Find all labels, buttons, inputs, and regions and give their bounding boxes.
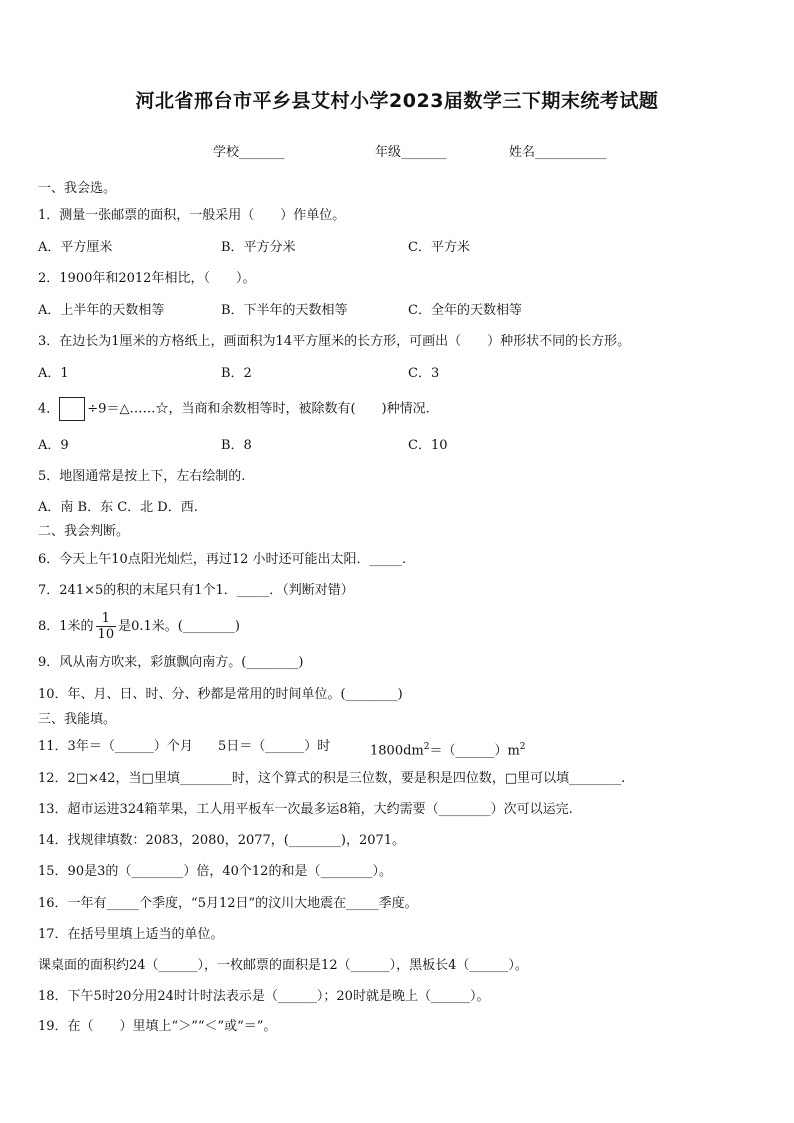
question-1: 1．测量一张邮票的面积，一般采用（ ）作单位。 <box>38 208 346 223</box>
option-b: B．8 <box>221 438 252 453</box>
question-15: 15．90是3的（________）倍，40个12的和是（________）。 <box>38 864 392 879</box>
question-6: 6．今天上午10点阳光灿烂，再过12 小时还可能出太阳．_____. <box>38 552 407 567</box>
blank-square-box <box>59 397 85 421</box>
question-17-sentence: 课桌面的面积约24（______），一枚邮票的面积是12（______），黑板长4（______）。 <box>38 958 528 973</box>
option-b: B．平方分米 <box>221 240 296 255</box>
option-c: C．平方米 <box>408 240 470 255</box>
question-11-part-a: 11．3年＝（______）个月 <box>38 739 193 754</box>
section-1-heading: 一、我会选。 <box>38 181 117 196</box>
option-c: C．10 <box>408 438 448 453</box>
question-8 <box>38 611 240 642</box>
section-2-heading: 二、我会判断。 <box>38 524 130 539</box>
question-10: 10．年、月、日、时、分、秒都是常用的时间单位。(________) <box>38 687 403 702</box>
option-c: C．全年的天数相等 <box>408 303 522 318</box>
question-8-suffix: 是0.1米。(________) <box>118 619 240 634</box>
question-19: 19．在（ ）里填上“＞”“＜”或“＝”。 <box>38 1019 277 1034</box>
question-4 <box>38 397 430 421</box>
question-8-prefix: 8．1米的 <box>38 619 94 634</box>
school-field: 学校_______ <box>213 145 285 160</box>
question-4-number: 4． <box>38 401 60 417</box>
question-7: 7．241×5的积的末尾只有1个1．_____．（判断对错） <box>38 583 354 598</box>
exam-title: 河北省邢台市平乡县艾村小学2023届数学三下期末统考试题 <box>135 90 659 112</box>
question-9: 9．风从南方吹来，彩旗飘向南方。(________) <box>38 655 304 670</box>
grade-field: 年级_______ <box>375 145 447 160</box>
question-14: 14．找规律填数：2083，2080，2077，(________)，2071。 <box>38 833 406 848</box>
section-3-heading: 三、我能填。 <box>38 712 117 727</box>
question-5-options: A．南 B．东 C．北 D．西. <box>38 500 198 515</box>
question-16: 16．一年有_____个季度，“5月12日”的汶川大地震在_____季度。 <box>38 896 418 911</box>
question-11-part-c: $1800dm^2=(\_\_\_\_\_\_)m^2$ <box>370 742 526 759</box>
question-13: 13．超市运进324箱苹果，工人用平板车一次最多运8箱，大约需要（________）次可以运完. <box>38 802 573 817</box>
fraction <box>96 611 117 642</box>
option-a: A．1 <box>38 366 69 381</box>
option-b: B．2 <box>221 366 252 381</box>
question-2: 2．1900年和2012年相比，（ ）。 <box>38 271 256 286</box>
option-a: A．平方厘米 <box>38 240 113 255</box>
option-c: C．3 <box>408 366 440 381</box>
option-a: A．上半年的天数相等 <box>38 303 165 318</box>
question-5: 5．地图通常是按上下，左右绘制的. <box>38 469 246 484</box>
fraction-denominator: 10 <box>97 627 115 642</box>
option-b: B．下半年的天数相等 <box>221 303 348 318</box>
question-4-text: ÷9＝△……☆，当商和余数相等时，被除数有( )种情况. <box>87 401 430 417</box>
question-18: 18．下午5时20分用24时计时法表示是（______）；20时就是晚上（______）。 <box>38 989 490 1004</box>
question-11-part-b: 5日＝（______）时 <box>218 739 331 754</box>
option-a: A．9 <box>38 438 69 453</box>
fraction-numerator: 1 <box>96 611 117 627</box>
question-3: 3．在边长为1厘米的方格纸上，画面积为14平方厘米的长方形，可画出（ ）种形状不同的长方形。 <box>38 334 631 349</box>
name-field: 姓名___________ <box>509 145 607 160</box>
question-12: 12．2□×42，当□里填________时，这个算式的积是三位数，要是积是四位数，□里可以填________. <box>38 771 626 786</box>
question-17: 17．在括号里填上适当的单位。 <box>38 927 224 942</box>
